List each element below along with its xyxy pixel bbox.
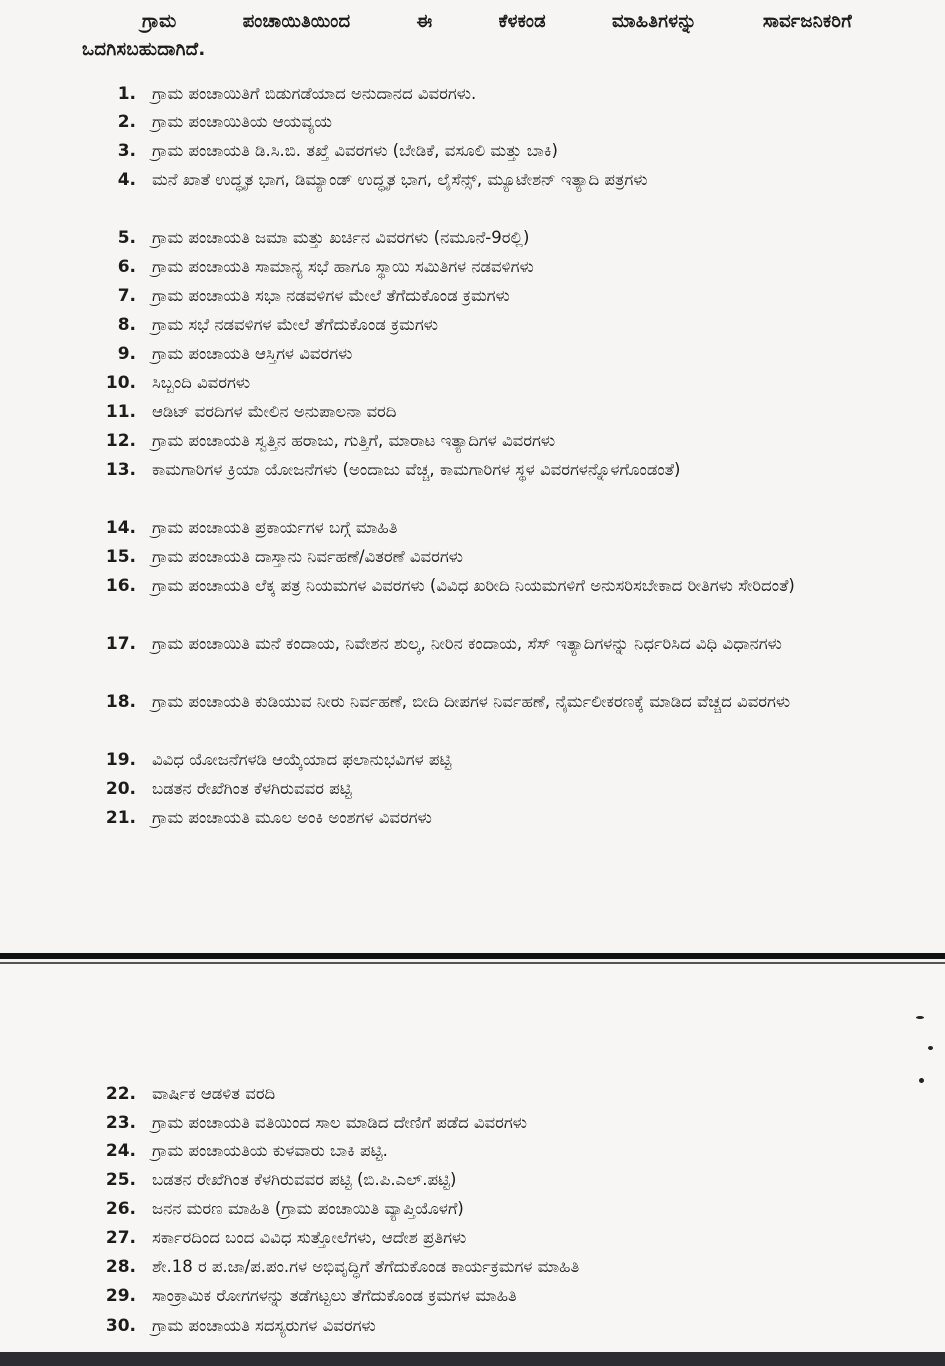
scan-speck bbox=[928, 1046, 933, 1050]
item-text: ಗ್ರಾಮ ಪಂಚಾಯತಿ ಪ್ರಕಾರ್ಯಗಳ ಬಗ್ಗೆ ಮಾಹಿತಿ bbox=[152, 518, 398, 537]
item-text: ಗ್ರಾಮ ಪಂಚಾಯತಿ ಲೆಕ್ಕ ಪತ್ರ ನಿಯಮಗಳ ವಿವರಗಳು (ವಿವಿಧ ಖರೀದಿ ನಿಯಮಗಳಿಗೆ ಅನುಸರಿಸಬೇಕಾದ ರೀತಿಗಳು ಸೇರಿದಂತೆ) bbox=[152, 576, 795, 595]
item-number: 11. bbox=[105, 402, 136, 422]
item-number: 22. bbox=[105, 1084, 136, 1104]
item-number: 16. bbox=[105, 576, 136, 596]
item-number: 15. bbox=[105, 547, 136, 567]
item-text: ಸಾಂಕ್ರಾಮಿಕ ರೋಗಗಳನ್ನು ತಡೆಗಟ್ಟಲು ತೆಗೆದುಕೊಂಡ ಕ್ರಮಗಳ ಮಾಹಿತಿ bbox=[152, 1286, 517, 1305]
item-text: ಸರ್ಕಾರದಿಂದ ಬಂದ ವಿವಿಧ ಸುತ್ತೋಲೆಗಳು, ಆದೇಶ ಪ್ರತಿಗಳು bbox=[152, 1228, 467, 1247]
item-number: 21. bbox=[105, 808, 136, 828]
item-number: 6. bbox=[117, 257, 136, 277]
item-number: 3. bbox=[117, 141, 136, 161]
item-text: ಗ್ರಾಮ ಪಂಚಾಯಿತಿಯ ಆಯವ್ಯಯ bbox=[152, 112, 332, 131]
item-number: 18. bbox=[105, 692, 136, 712]
item-text: ಗ್ರಾಮ ಸಭೆ ನಡವಳಿಗಳ ಮೇಲೆ ತೆಗೆದುಕೊಂಡ ಕ್ರಮಗಳು bbox=[152, 315, 438, 334]
item-number: 23. bbox=[105, 1113, 136, 1133]
item-text: ಗ್ರಾಮ ಪಂಚಾಯತಿ ಮೂಲ ಅಂಕಿ ಅಂಶಗಳ ವಿವರಗಳು bbox=[152, 808, 432, 827]
item-number: 27. bbox=[105, 1228, 136, 1248]
item-text: ಗ್ರಾಮ ಪಂಚಾಯತಿ ಸಾಮಾನ್ಯ ಸಭೆ ಹಾಗೂ ಸ್ಥಾಯಿ ಸಮಿತಿಗಳ ನಡವಳಿಗಳು bbox=[152, 257, 534, 276]
heading-line-1: ಗ್ರಾಮ ಪಂಚಾಯಿತಿಯಿಂದ ಈ ಕೆಳಕಂಡ ಮಾಹಿತಿಗಳನ್ನು ಸಾರ್ವಜನಿಕರಿಗೆ bbox=[142, 11, 852, 32]
document-heading bbox=[82, 8, 852, 64]
item-number: 19. bbox=[105, 750, 136, 770]
item-text: ವಾರ್ಷಿಕ ಆಡಳಿತ ವರದಿ bbox=[152, 1084, 276, 1103]
item-text: ಆಡಿಟ್ ವರದಿಗಳ ಮೇಲಿನ ಅನುಪಾಲನಾ ವರದಿ bbox=[152, 402, 397, 421]
item-text: ಗ್ರಾಮ ಪಂಚಾಯಿತಿಗೆ ಬಿಡುಗಡೆಯಾದ ಅನುದಾನದ ವಿವರಗಳು. bbox=[152, 84, 477, 103]
item-text: ಗ್ರಾಮ ಪಂಚಾಯತಿ ದಾಸ್ತಾನು ನಿರ್ವಹಣೆ/ವಿತರಣೆ ವಿವರಗಳು bbox=[152, 547, 463, 566]
item-number: 5. bbox=[117, 228, 136, 248]
item-text: ಸಿಬ್ಬಂದಿ ವಿವರಗಳು bbox=[152, 373, 251, 392]
item-number: 1. bbox=[117, 84, 136, 104]
item-text: ಬಡತನ ರೇಖೆಗಿಂತ ಕೆಳಗಿರುವವರ ಪಟ್ಟಿ bbox=[152, 779, 352, 798]
item-number: 26. bbox=[105, 1199, 136, 1219]
heading-line-2: ಒದಗಿಸಬಹುದಾಗಿದೆ. bbox=[82, 39, 206, 60]
scan-speck bbox=[916, 1016, 924, 1019]
item-text: ಬಡತನ ರೇಖೆಗಿಂತ ಕೆಳಗಿರುವವರ ಪಟ್ಟಿ (ಬಿ.ಪಿ.ಎಲ್.ಪಟ್ಟಿ) bbox=[152, 1170, 457, 1189]
item-text: ಶೇ.18 ರ ಪ.ಜಾ/ಪ.ಪಂ.ಗಳ ಅಭಿವೃದ್ಧಿಗೆ ತೆಗೆದುಕೊಂಡ ಕಾರ್ಯಕ್ರಮಗಳ ಮಾಹಿತಿ bbox=[152, 1257, 580, 1276]
item-number: 28. bbox=[105, 1257, 136, 1277]
item-number: 2. bbox=[117, 112, 136, 132]
item-text: ಗ್ರಾಮ ಪಂಚಾಯತಿ ಸ್ವತ್ತಿನ ಹರಾಜು, ಗುತ್ತಿಗೆ, ಮಾರಾಟ ಇತ್ಯಾದಿಗಳ ವಿವರಗಳು bbox=[152, 431, 556, 450]
scan-speck bbox=[919, 1078, 924, 1083]
item-text: ಜನನ ಮರಣ ಮಾಹಿತಿ (ಗ್ರಾಮ ಪಂಚಾಯಿತಿ ವ್ಯಾಪ್ತಿಯೊಳಗೆ) bbox=[152, 1199, 464, 1218]
item-number: 8. bbox=[117, 315, 136, 335]
item-text: ಗ್ರಾಮ ಪಂಚಾಯತಿಯ ಕುಳವಾರು ಬಾಕಿ ಪಟ್ಟಿ. bbox=[152, 1141, 388, 1160]
item-number: 12. bbox=[105, 431, 136, 451]
item-text: ಮನೆ ಖಾತೆ ಉದ್ಧೃತ ಭಾಗ, ಡಿಮ್ಯಾಂಡ್ ಉದ್ಧೃತ ಭಾಗ, ಲೈಸೆನ್ಸ್, ಮ್ಯೂಟೇಶನ್ ಇತ್ಯಾದಿ ಪತ್ರಗಳು bbox=[152, 170, 648, 189]
item-text: ಗ್ರಾಮ ಪಂಚಾಯತಿ ಕುಡಿಯುವ ನೀರು ನಿರ್ವಹಣೆ, ಬೀದಿ ದೀಪಗಳ ನಿರ್ವಹಣೆ, ನೈರ್ಮಲೀಕರಣಕ್ಕೆ ಮಾಡಿದ ವೆಚ್ಚದ ವಿವರಗಳು bbox=[152, 692, 791, 711]
item-text: ಗ್ರಾಮ ಪಂಚಾಯತಿ ಜಮಾ ಮತ್ತು ಖರ್ಚಿನ ವಿವರಗಳು (ನಮೂನೆ-9ರಲ್ಲಿ) bbox=[152, 228, 530, 247]
page-separator bbox=[0, 953, 945, 959]
item-number: 10. bbox=[105, 373, 136, 393]
item-number: 9. bbox=[117, 344, 136, 364]
item-number: 25. bbox=[105, 1170, 136, 1190]
item-number: 17. bbox=[105, 634, 136, 654]
item-number: 13. bbox=[105, 460, 136, 480]
item-number: 20. bbox=[105, 779, 136, 799]
bottom-bar bbox=[0, 1352, 945, 1366]
item-number: 4. bbox=[117, 170, 136, 190]
item-text: ಗ್ರಾಮ ಪಂಚಾಯತಿ ಡಿ.ಸಿ.ಬಿ. ತಖ್ತೆ ವಿವರಗಳು (ಬೇಡಿಕೆ, ವಸೂಲಿ ಮತ್ತು ಬಾಕಿ) bbox=[152, 141, 558, 160]
item-text: ಗ್ರಾಮ ಪಂಚಾಯತಿ ಸದಸ್ಯರುಗಳ ವಿವರಗಳು bbox=[152, 1316, 376, 1335]
item-text: ಕಾಮಗಾರಿಗಳ ಕ್ರಿಯಾ ಯೋಜನೆಗಳು (ಅಂದಾಜು ವೆಚ್ಚ, ಕಾಮಗಾರಿಗಳ ಸ್ಥಳ ವಿವರಗಳನ್ನೊಳಗೊಂಡಂತೆ) bbox=[152, 460, 681, 479]
item-number: 30. bbox=[105, 1316, 136, 1336]
item-text: ಗ್ರಾಮ ಪಂಚಾಯಿತಿ ಮನೆ ಕಂದಾಯ, ನಿವೇಶನ ಶುಲ್ಕ, ನೀರಿನ ಕಂದಾಯ, ಸೆಸ್ ಇತ್ಯಾದಿಗಳನ್ನು ನಿರ್ಧರಿಸಿದ ವಿಧಿ ವಿಧಾನಗಳು bbox=[152, 634, 782, 653]
item-number: 29. bbox=[105, 1286, 136, 1306]
item-text: ಗ್ರಾಮ ಪಂಚಾಯತಿ ವತಿಯಿಂದ ಸಾಲ ಮಾಡಿದ ದೇಣಿಗೆ ಪಡೆದ ವಿವರಗಳು bbox=[152, 1113, 527, 1132]
item-text: ಗ್ರಾಮ ಪಂಚಾಯತಿ ಆಸ್ತಿಗಳ ವಿವರಗಳು bbox=[152, 344, 353, 363]
item-number: 7. bbox=[117, 286, 136, 306]
item-number: 24. bbox=[105, 1141, 136, 1161]
item-text: ವಿವಿಧ ಯೋಜನೆಗಳಡಿ ಆಯ್ಕೆಯಾದ ಫಲಾನುಭವಿಗಳ ಪಟ್ಟಿ bbox=[152, 750, 452, 769]
item-text: ಗ್ರಾಮ ಪಂಚಾಯತಿ ಸಭಾ ನಡವಳಿಗಳ ಮೇಲೆ ತೆಗೆದುಕೊಂಡ ಕ್ರಮಗಳು bbox=[152, 286, 510, 305]
item-number: 14. bbox=[105, 518, 136, 538]
